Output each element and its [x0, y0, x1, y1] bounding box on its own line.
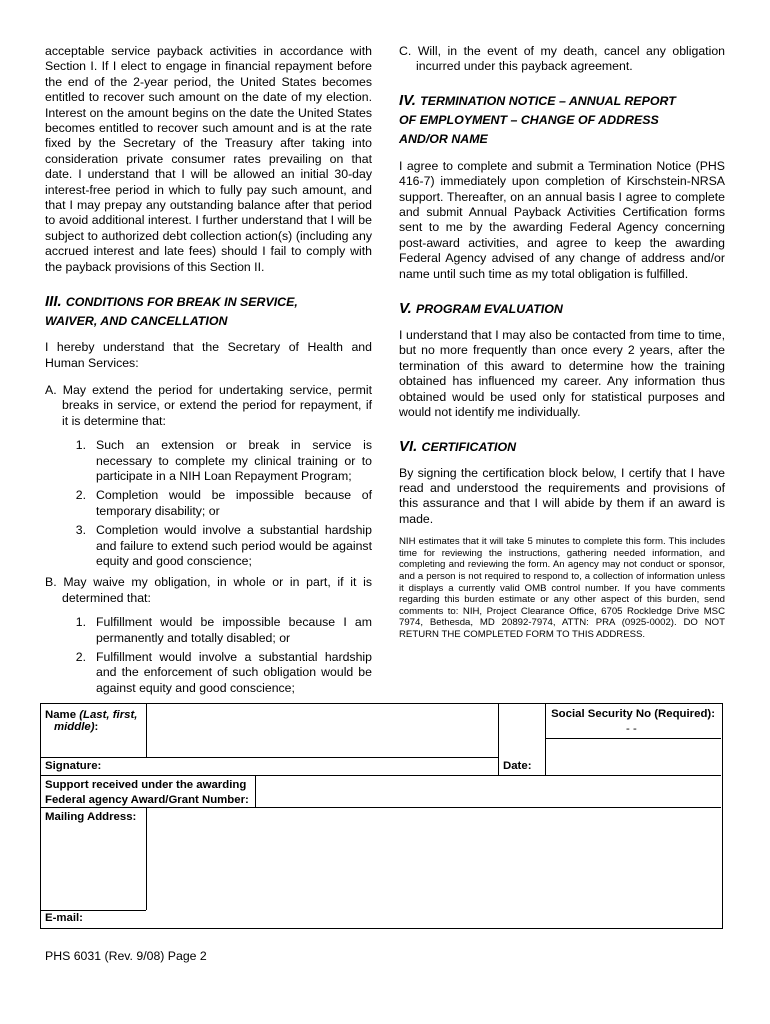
- award-label-line1: Support received under the awarding: [45, 779, 247, 791]
- name-field[interactable]: [149, 708, 494, 753]
- mailing-address-field[interactable]: [149, 810, 717, 920]
- payback-paragraph: acceptable service payback activities in accordance with Section I. If I elect to engage in financial repayment before the end of the 2-year period, the United States becomes entitled to recover such amount on the date of my election. Interest on the amount begins on the date the United States becomes entitled to recover such amount and is at the rate fixed by the Secretary of the Treasury after taking into consideration private consumer rates prevailing on that date. I understand that I will be allowed an initial 30-day interest-free period in which to fully pay such amount, and that I may prepay any outstanding balance after that period to avoid additional interest. I further understand that I will be subject to authorized debt collection action(s) (including any accrued interest and late fees) should I fail to comply with the payback provisions of this Section II.: [45, 44, 372, 274]
- section-4-title-line3: AND/OR NAME: [399, 131, 488, 146]
- section-6-number: VI.: [399, 437, 418, 455]
- item-c-text: Will, in the event of my death, cancel any obligation incurred under this payback agreement.: [416, 44, 725, 74]
- item-a-sub-2-text: Completion would be impossible because of temporary disability; or: [96, 488, 372, 518]
- item-a-sub-1: [45, 438, 372, 484]
- form-divider: [41, 775, 721, 776]
- section-3-title-line2: WAIVER, AND CANCELLATION: [45, 314, 228, 329]
- name-label-text: Name: [45, 709, 77, 721]
- item-c: [399, 44, 725, 75]
- item-b: [45, 575, 372, 606]
- form-divider: [41, 757, 498, 758]
- form-divider: [146, 807, 147, 910]
- signature-field[interactable]: [141, 759, 493, 773]
- section-3-title-line1: CONDITIONS FOR BREAK IN SERVICE,: [65, 295, 298, 310]
- section-4-body: I agree to complete and submit a Termination Notice (PHS 416-7) immediately upon completion of Kirschstein-NRSA support. Thereafter, on an annual basis I agree to complete and submit Annual Payback Activities Certification forms sent to me by the awarding Federal Agency concerning post-award activities, and agree to keep the awarding Federal Agency advised of any change of address and/or name until such time as my total obligation is fulfilled.: [399, 158, 725, 281]
- section-6-body: By signing the certification block below, I certify that I have read and understood the requirements and provisions of this assurance and that I will abide by them if an award is made.: [399, 465, 725, 526]
- section-3-intro: I hereby understand that the Secretary of Health and Human Services:: [45, 340, 372, 370]
- section-5-heading: [399, 299, 725, 319]
- mailing-address-label: Mailing Address:: [45, 811, 137, 823]
- form-footer: PHS 6031 (Rev. 9/08) Page 2: [45, 949, 207, 963]
- section-4-number: IV.: [399, 91, 416, 109]
- item-a-text: May extend the period for undertaking service, permit breaks in service, or extend the period for repayment, if it is determine that:: [62, 382, 372, 428]
- award-label: [45, 778, 255, 808]
- section-4-title-line1: TERMINATION NOTICE – ANNUAL REPORT: [420, 93, 676, 108]
- date-label: Date:: [503, 760, 532, 772]
- ssn-field[interactable]: - -: [626, 723, 637, 735]
- form-divider: [545, 704, 546, 775]
- item-a-sub-1-num: 1.: [75, 438, 86, 453]
- form-divider: [545, 738, 721, 739]
- ssn-label: Social Security No (Required):: [551, 708, 715, 720]
- award-label-line2: Federal agency Award/Grant Number:: [45, 794, 249, 806]
- burden-statement: NIH estimates that it will take 5 minutes to complete this form. This includes time for reviewing the instructions, gathering needed information, and completing and reviewing the form. An agency may not conduct or sponsor, and a person is not required to respond to, a collection of information unless it displays a currently valid OMB control number. If you have comments regarding this burden estimate or any other aspect of this burden, send comments to: NIH, Project Clearance Office, 6705 Rockledge Drive MSC 7974, Bethesda, MD 20892-7974, ATTN: PRA (0925-0002). DO NOT RETURN THE COMPLETED FORM TO THIS ADDRESS.: [399, 536, 725, 640]
- section-5-body: I understand that I may also be contacted from time to time, but no more frequently than once every 2 years, after the termination of this award to determine how the training obtained has influenced my career. Any information thus obtained would be used only for statistical purposes and would not identify me individually.: [399, 328, 725, 420]
- email-field[interactable]: [101, 911, 141, 925]
- item-a-sub-3: [45, 523, 372, 569]
- item-a-sub-1-text: Such an extension or break in service is necessary to complete my clinical training or to participate in a NIH Loan Repayment Program;: [96, 438, 372, 483]
- item-b-sub-2: [45, 650, 372, 696]
- item-c-label: C.: [399, 44, 412, 58]
- item-b-sub-1-num: 1.: [75, 615, 86, 630]
- name-label: [45, 709, 145, 733]
- section-6-title: CERTIFICATION: [421, 439, 517, 454]
- email-label: E-mail:: [45, 912, 83, 924]
- item-b-label: B.: [45, 575, 57, 590]
- section-3-number: III.: [45, 293, 62, 311]
- form-divider: [498, 704, 499, 775]
- item-b-sub-1-text: Fulfillment would be impossible because I am permanently and totally disabled; or: [96, 615, 372, 645]
- item-b-sub-2-text: Fulfillment would involve a substantial hardship and the enforcement of such obligation would be against equity and good conscience;: [96, 650, 372, 695]
- award-number-field[interactable]: [259, 778, 717, 804]
- item-a-sub-2-num: 2.: [75, 488, 86, 503]
- item-b-sub-2-num: 2.: [75, 650, 86, 664]
- section-5-title: PROGRAM EVALUATION: [415, 302, 563, 317]
- certification-form: [40, 703, 723, 929]
- form-divider: [255, 775, 256, 807]
- right-column: [399, 44, 725, 640]
- name-label-italic: (Last, first,: [79, 709, 138, 721]
- section-6-heading: [399, 437, 725, 457]
- item-a-label: A.: [45, 382, 57, 397]
- item-b-sub-1: [45, 615, 372, 646]
- section-3-heading: [45, 292, 372, 331]
- name-label-line2: middle): [54, 721, 95, 733]
- date-field[interactable]: [549, 744, 719, 772]
- item-a-sub-2: [45, 488, 372, 519]
- name-label-colon: :: [94, 721, 99, 733]
- section-5-number: V.: [399, 300, 412, 318]
- item-a-sub-3-num: 3.: [75, 523, 86, 538]
- signature-label: Signature:: [45, 760, 102, 772]
- item-a-sub-3-text: Completion would involve a substantial hardship and failure to extend such period would be against equity and good conscience;: [96, 523, 372, 568]
- section-4-heading: [399, 91, 725, 149]
- section-4-title-line2: OF EMPLOYMENT – CHANGE OF ADDRESS: [399, 112, 659, 127]
- item-b-text: May waive my obligation, in whole or in part, if it is determined that:: [62, 575, 372, 605]
- item-a: [45, 383, 372, 429]
- form-divider: [146, 704, 147, 757]
- left-column: [45, 44, 372, 696]
